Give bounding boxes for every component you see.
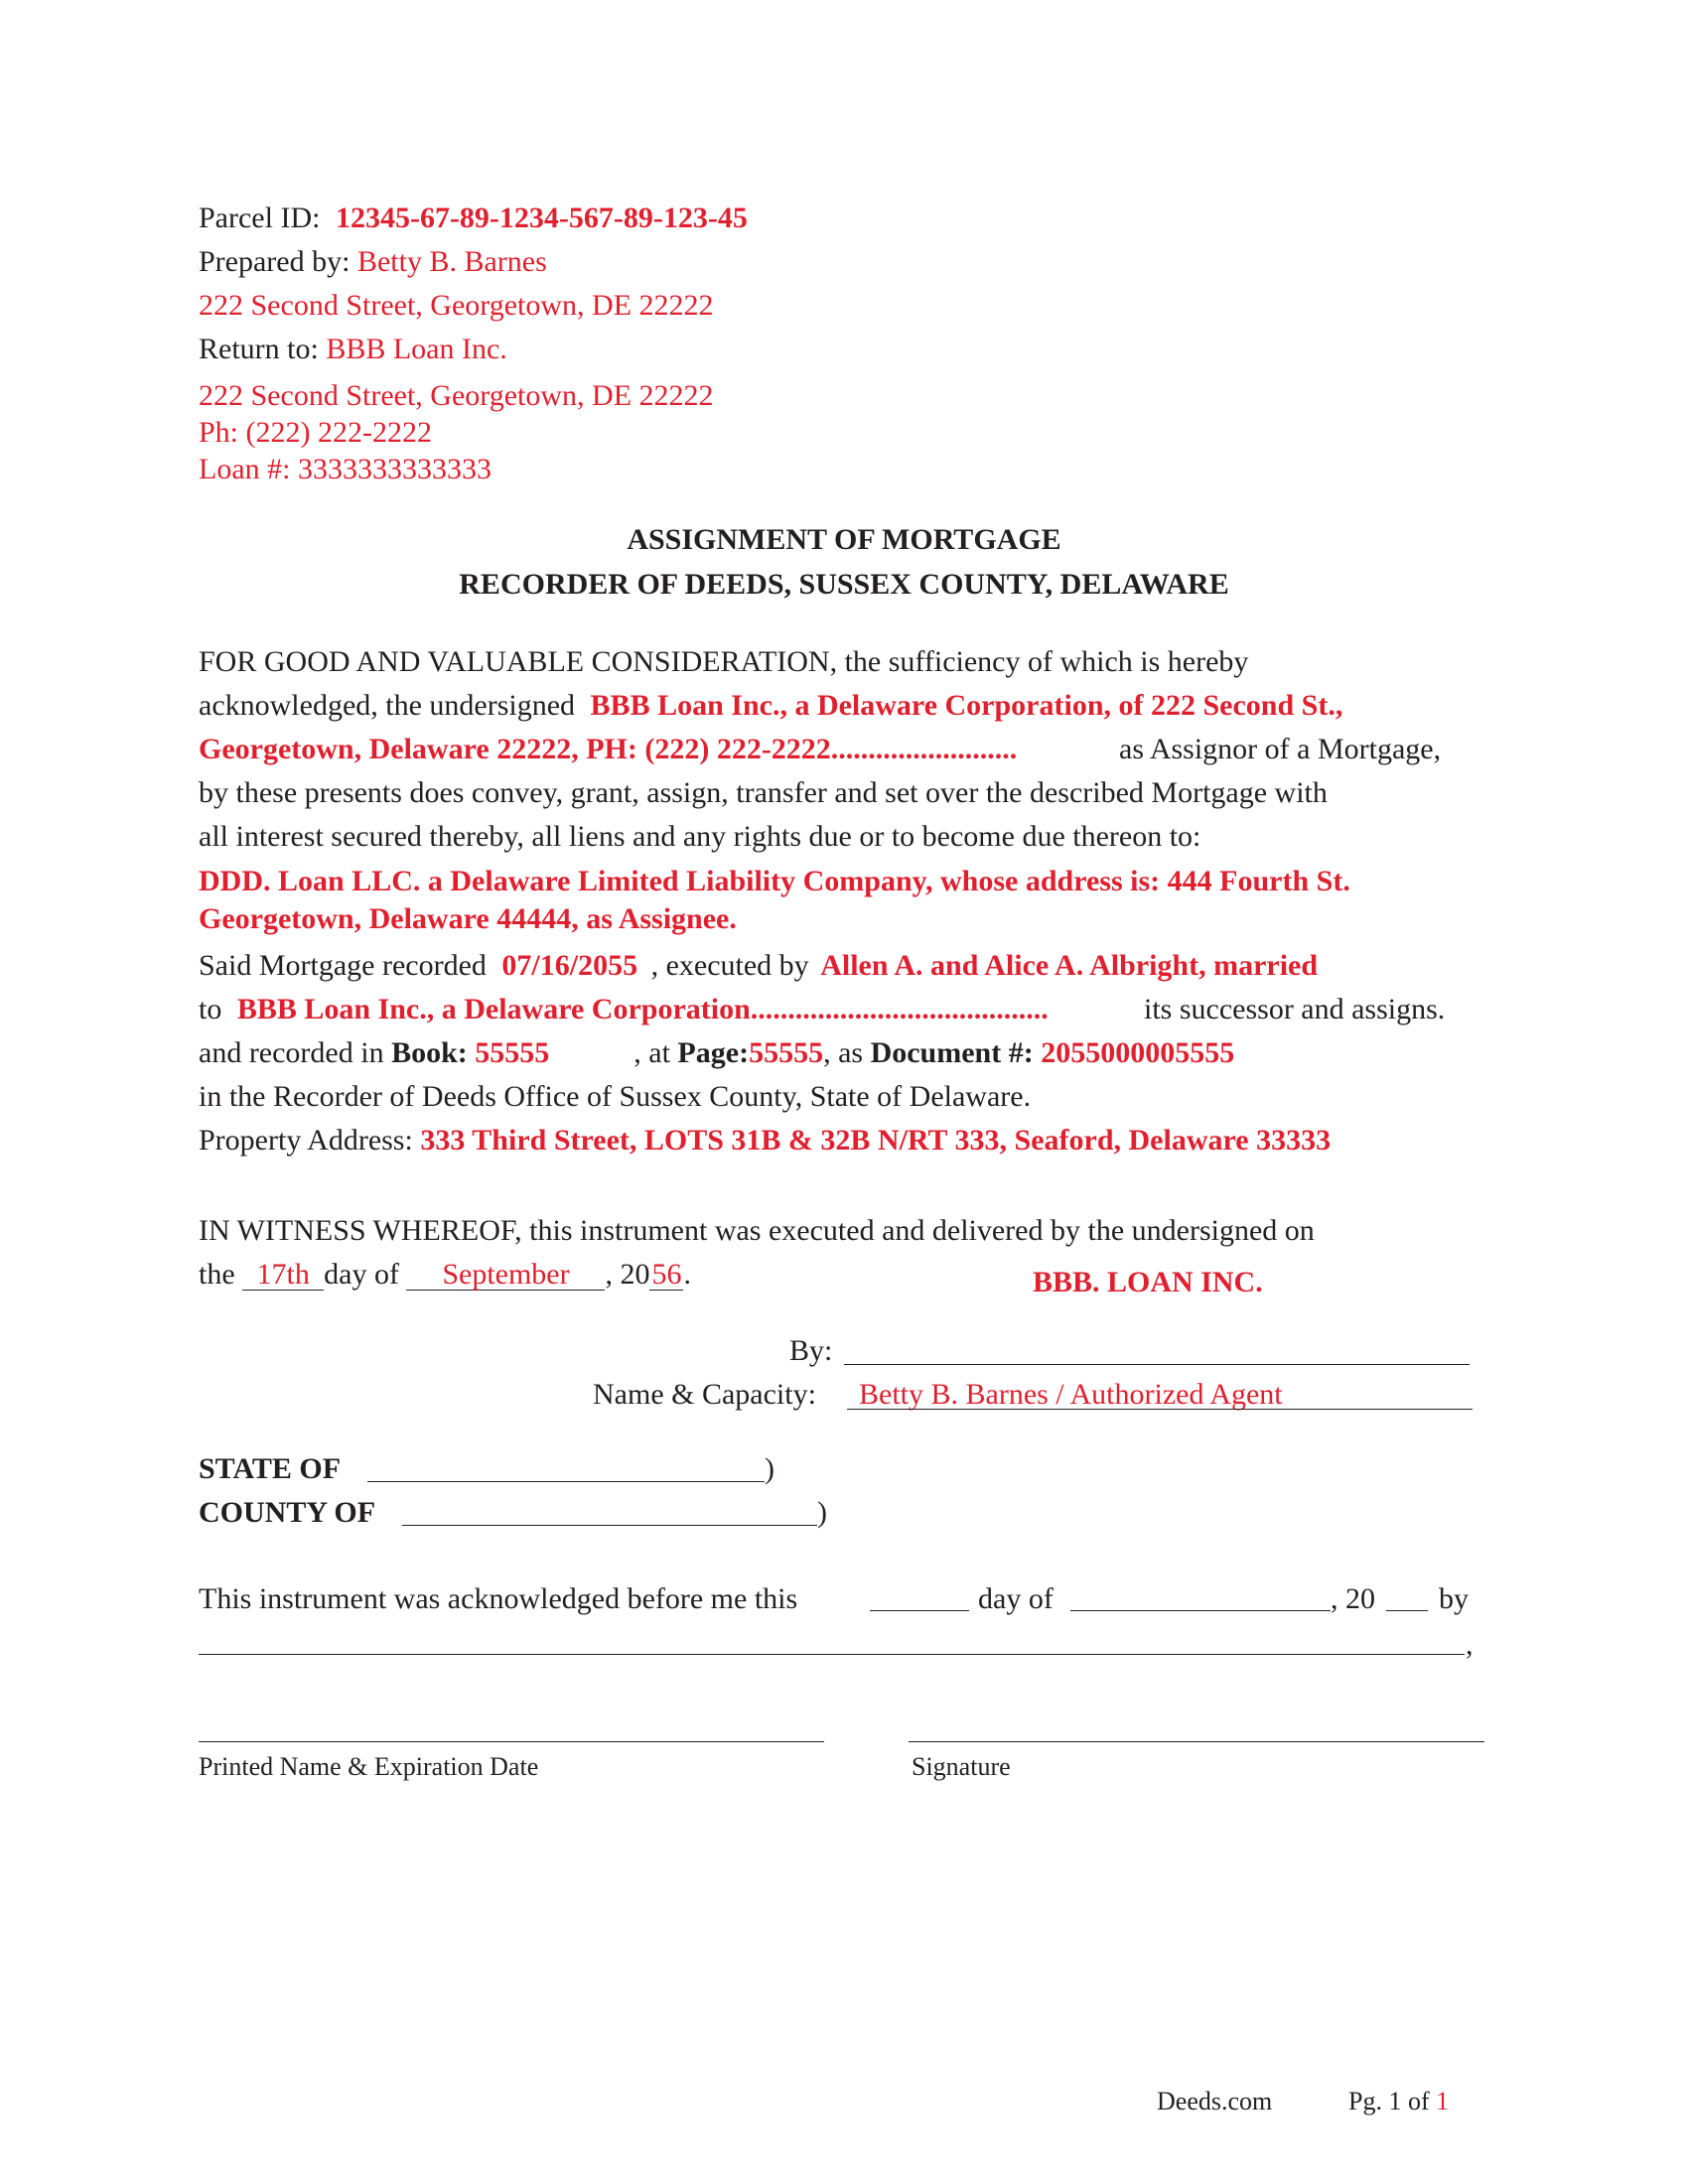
ack-day-blank <box>870 1610 969 1611</box>
office-line: in the Recorder of Deeds Office of Sussex County, State of Delaware. <box>199 1080 1032 1113</box>
as-label: , as <box>823 1036 864 1069</box>
to-line <box>199 995 1049 1024</box>
assignor-line-2 <box>199 735 1017 764</box>
prepared-label: Prepared by: <box>199 245 351 278</box>
assignor-role: as Assignor of a Mortgage, <box>1119 733 1442 765</box>
state-of-label: STATE OF <box>199 1452 342 1485</box>
witness-year: 56 <box>651 1258 682 1291</box>
printed-name-line <box>199 1741 824 1742</box>
return-value: BBB Loan Inc. <box>326 333 507 365</box>
name-capacity-label: Name & Capacity: <box>593 1378 816 1411</box>
recorded-date: 07/16/2055 <box>501 949 638 982</box>
return-address: 222 Second Street, Georgetown, DE 22222 <box>199 379 714 412</box>
printed-name-label: Printed Name & Expiration Date <box>199 1752 539 1781</box>
at-label: , at <box>633 1036 670 1069</box>
assignee-line-2: Georgetown, Delaware 44444, as Assignee. <box>199 902 737 935</box>
by-label: By: <box>789 1334 833 1367</box>
company-name: BBB. LOAN INC. <box>1033 1266 1263 1298</box>
signature-label: Signature <box>912 1752 1011 1781</box>
county-blank <box>402 1525 817 1526</box>
book-label: Book: <box>391 1036 468 1069</box>
document-title: ASSIGNMENT OF MORTGAGE <box>627 523 1061 556</box>
property-label: Property Address: <box>199 1124 413 1157</box>
executed-label: , executed by <box>650 949 809 982</box>
assignee-line-1: DDD. Loan LLC. a Delaware Limited Liability Company, whose address is: 444 Fourth St. <box>199 865 1350 897</box>
prepared-line <box>199 247 547 277</box>
interest-line: all interest secured thereby, all liens and any rights due or to become due thereon to: <box>199 820 1201 853</box>
page-label: Page: <box>677 1036 750 1069</box>
document-subtitle: RECORDER OF DEEDS, SUSSEX COUNTY, DELAWARE <box>459 568 1229 601</box>
ack-day-of: day of <box>978 1582 1054 1615</box>
prepared-address: 222 Second Street, Georgetown, DE 22222 <box>199 289 714 322</box>
ack-month-blank <box>1070 1610 1331 1611</box>
by-signature-line <box>844 1364 1470 1365</box>
document-number-label: Document #: <box>870 1036 1034 1069</box>
witness-month: September <box>406 1260 605 1291</box>
return-label: Return to: <box>199 333 319 365</box>
undersigned-label: acknowledged, the undersigned <box>199 689 576 722</box>
property-value: 333 Third Street, LOTS 31B & 32B N/RT 333, Seaford, Delaware 33333 <box>420 1124 1332 1157</box>
parcel-label: Parcel ID: <box>199 202 321 234</box>
witness-date-line <box>199 1260 691 1291</box>
signature-line <box>909 1741 1484 1742</box>
the-label: the <box>199 1258 235 1291</box>
ack-20: , 20 <box>1331 1582 1375 1615</box>
book-value: 55555 <box>475 1036 550 1069</box>
name-capacity-value: Betty B. Barnes / Authorized Agent <box>859 1378 1283 1411</box>
prepared-value: Betty B. Barnes <box>356 245 547 278</box>
footer-site: Deeds.com <box>1157 2087 1273 2116</box>
page-of-label: Pg. 1 of <box>1348 2087 1430 2116</box>
period: . <box>683 1258 691 1291</box>
state-paren: ) <box>765 1452 774 1485</box>
state-blank <box>367 1481 765 1482</box>
property-line <box>199 1126 1331 1156</box>
ack-comma: , <box>1466 1628 1474 1661</box>
name-capacity-line <box>847 1409 1473 1410</box>
county-paren: ) <box>817 1496 827 1529</box>
recorded-in-label: and recorded in <box>199 1036 384 1069</box>
book-line <box>199 1038 1234 1068</box>
ack-by: by <box>1439 1582 1469 1615</box>
assignor-name: BBB Loan Inc., a Delaware Corporation, of 222 Second St., <box>590 689 1343 722</box>
ack-year-blank <box>1386 1610 1428 1611</box>
convey-line: by these presents does convey, grant, assign, transfer and set over the described Mortgage with <box>199 776 1328 809</box>
executed-by: Allen A. and Alice A. Albright, married <box>820 949 1319 982</box>
to-label: to <box>199 993 222 1025</box>
return-line <box>199 335 507 364</box>
county-of-label: COUNTY OF <box>199 1496 376 1529</box>
footer-page <box>1348 2087 1449 2116</box>
successors-text: its successor and assigns. <box>1144 993 1446 1025</box>
witness-day: 17th <box>242 1260 324 1291</box>
witness-line: IN WITNESS WHEREOF, this instrument was executed and delivered by the undersigned on <box>199 1214 1315 1247</box>
comma-20-label: , 20 <box>605 1258 650 1291</box>
document-number-value: 2055000005555 <box>1041 1036 1235 1069</box>
consideration-line: FOR GOOD AND VALUABLE CONSIDERATION, the sufficiency of which is hereby <box>199 645 1249 678</box>
page-total: 1 <box>1436 2087 1450 2116</box>
parcel-line <box>199 204 748 233</box>
assignor-address: Georgetown, Delaware 22222, PH: (222) 222-2222......................... <box>199 733 1018 765</box>
to-value: BBB Loan Inc., a Delaware Corporation........................................ <box>236 993 1049 1025</box>
acknowledgment-text: This instrument was acknowledged before me this <box>199 1582 798 1615</box>
recorded-line <box>199 951 1318 981</box>
assignor-line-1 <box>199 691 1342 721</box>
phone: Ph: (222) 222-2222 <box>199 416 432 449</box>
day-of-label: day of <box>324 1258 399 1291</box>
parcel-value: 12345-67-89-1234-567-89-123-45 <box>335 202 748 234</box>
recorded-label: Said Mortgage recorded <box>199 949 487 982</box>
page-value: 55555 <box>749 1036 824 1069</box>
loan-number: Loan #: 3333333333333 <box>199 453 492 485</box>
ack-name-line <box>199 1654 1465 1655</box>
